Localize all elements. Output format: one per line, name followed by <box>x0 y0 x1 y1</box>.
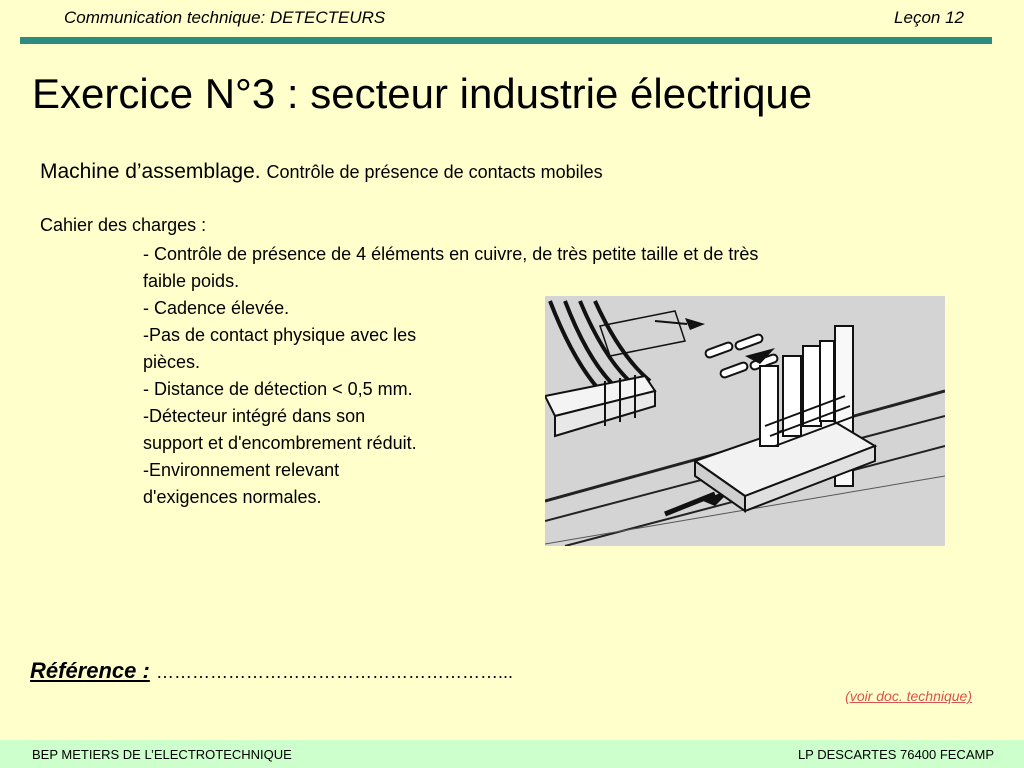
cahier-heading: Cahier des charges : <box>40 215 207 235</box>
footer-right-text: LP DESCARTES 76400 FECAMP <box>797 747 994 762</box>
requirement-line: - Distance de détection < 0,5 mm. <box>143 379 413 399</box>
subtitle-detail: Contrôle de présence de contacts mobiles <box>266 162 603 182</box>
header-course-title: Communication technique: DETECTEURS <box>64 8 386 27</box>
technical-doc-link[interactable]: (voir doc. technique) <box>845 688 972 704</box>
requirement-line: -Pas de contact physique avec les <box>143 325 417 345</box>
requirement-line: -Environnement relevant <box>143 460 340 480</box>
slide-title: Exercice N°3 : secteur industrie électrique <box>32 70 813 117</box>
requirement-line: faible poids. <box>143 271 240 291</box>
subtitle-main: Machine d’assemblage. <box>40 160 261 183</box>
reference-blank[interactable]: …………………………………………………... <box>155 662 513 682</box>
requirement-line: d'exigences normales. <box>143 487 322 507</box>
requirement-line: - Contrôle de présence de 4 éléments en cuivre, de très petite taille et de très <box>143 244 759 264</box>
slide-subtitle <box>40 160 603 184</box>
reference-label: Référence : <box>30 658 150 683</box>
requirement-line: pièces. <box>143 352 201 372</box>
header-lesson-number: Leçon 12 <box>894 8 964 27</box>
assembly-machine-illustration <box>545 296 945 546</box>
header-divider <box>20 37 992 44</box>
footer-left-text: BEP METIERS DE L’ELECTROTECHNIQUE <box>32 747 292 762</box>
assembly-machine-drawing <box>545 296 945 546</box>
requirement-line: support et d'encombrement réduit. <box>143 433 417 453</box>
requirement-line: - Cadence élevée. <box>143 298 290 318</box>
requirement-line: -Détecteur intégré dans son <box>143 406 366 426</box>
reference-line <box>30 658 513 684</box>
